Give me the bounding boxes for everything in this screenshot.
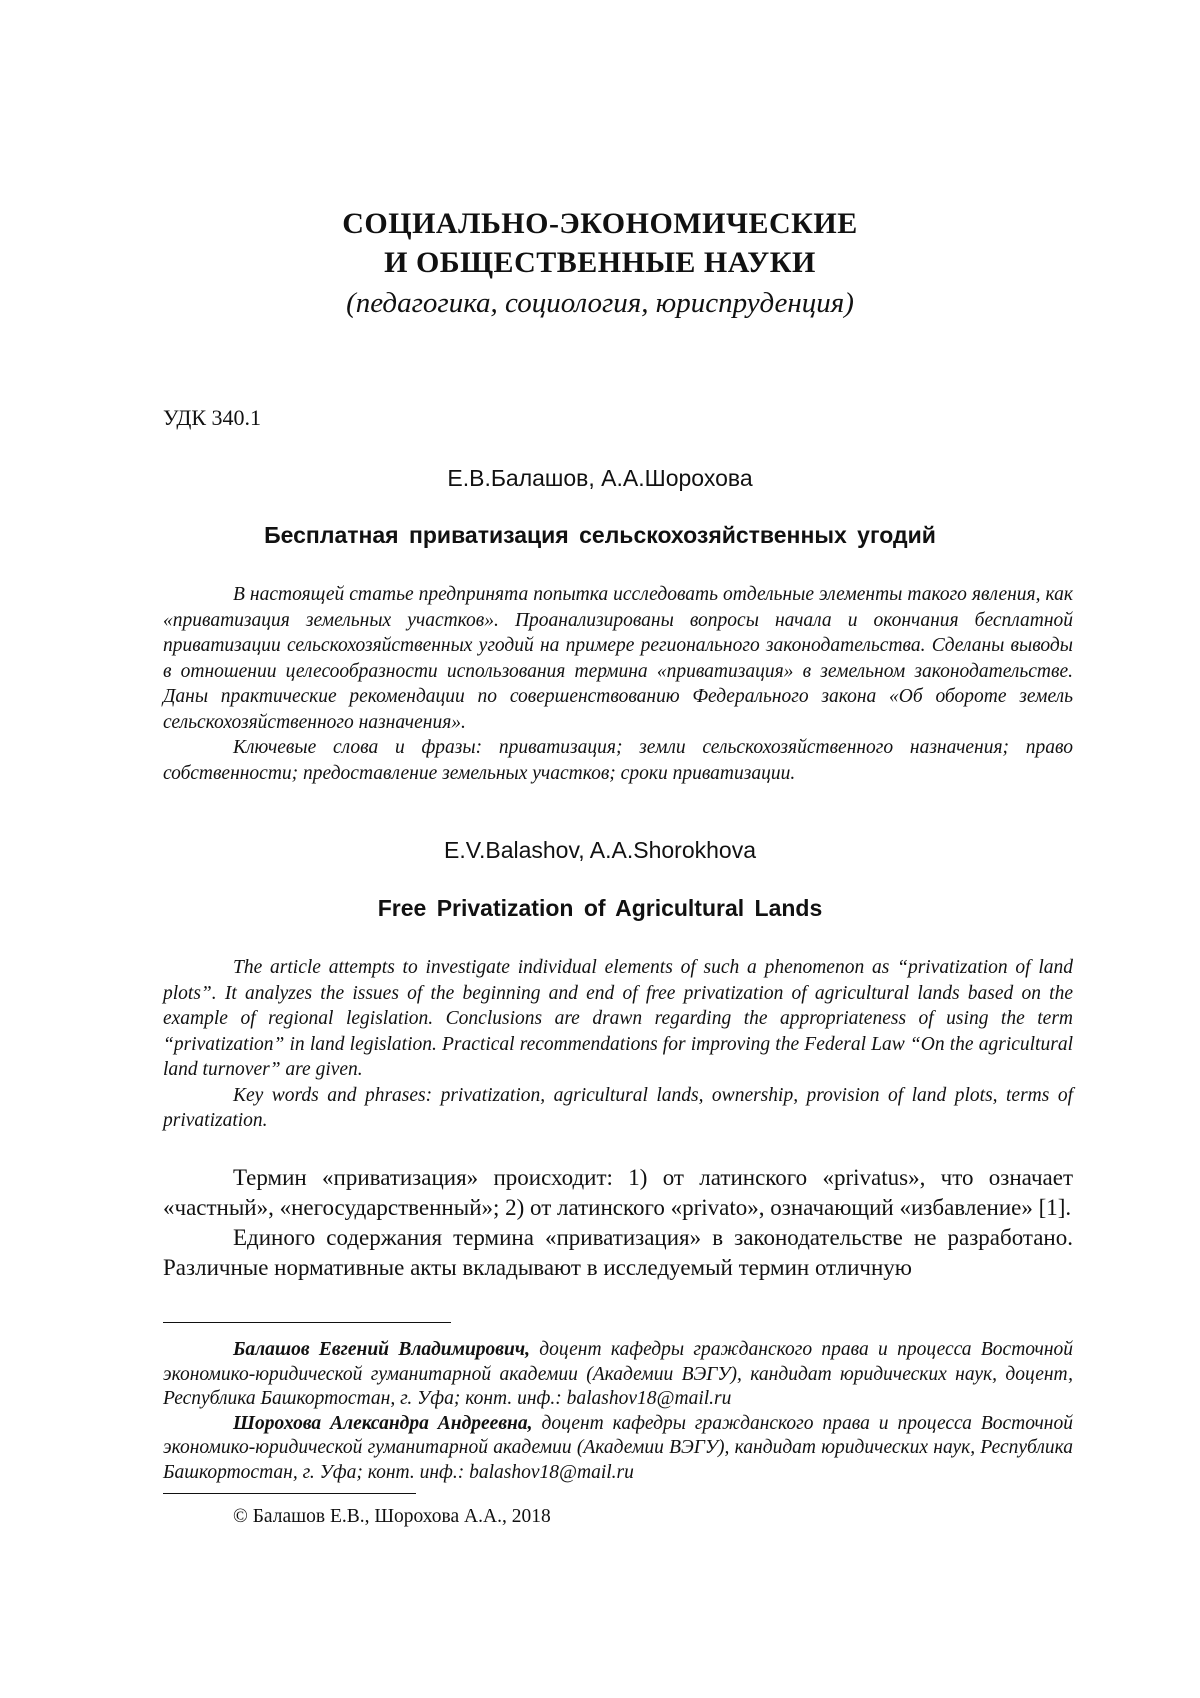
body-text xyxy=(163,1163,1073,1283)
ru-keywords: Ключевые слова и фразы: приватизация; земли сельскохозяйственного назначения; право собственности; предоставление земельных участков; сроки приватизации. xyxy=(163,737,1073,784)
footnote-author-1 xyxy=(163,1338,1073,1412)
ru-article-title: Бесплатная приватизация сельскохозяйственных угодий xyxy=(264,522,936,548)
en-authors: E.V.Balashov, A.A.Shorokhova xyxy=(444,837,756,863)
en-abstract xyxy=(163,955,1073,1134)
en-article-title: Free Privatization of Agricultural Lands xyxy=(377,895,823,921)
footnote-author-1-text: доцент кафедры гражданского права и процесса Восточной экономико-юридической гуманитарной академии (Академии ВЭГУ), кандидат юридических наук, доцент, Республика Башкортостан, г. Уфа; конт. инф.: balashov18@mail.ru xyxy=(163,1339,1073,1409)
section-heading-line1: СОЦИАЛЬНО-ЭКОНОМИЧЕСКИЕ xyxy=(342,207,858,240)
footnote-author-1-name: Балашов Евгений Владимирович, xyxy=(233,1339,530,1360)
footnote-author-2-text: доцент кафедры гражданского права и процесса Восточной экономико-юридической гуманитарной академии (Академии ВЭГУ), кандидат юридических наук, Республика Башкортостан, г. Уфа; конт. инф.: balashov18@mail.ru xyxy=(163,1412,1073,1483)
copyright-line: © Балашов Е.В., Шорохова А.А., 2018 xyxy=(233,1506,551,1527)
section-subtitle: (педагогика, социология, юриспруденция) xyxy=(346,287,854,319)
ru-abstract-text: В настоящей статье предпринята попытка исследовать отдельные элементы такого явления, как «приватизация земельных участков». Проанализированы вопросы начала и окончания бесплатной приватизации сельскохозяйственных угодий на примере регионального законодательства. Сделаны выводы в отношении целесообразности использования термина «приватизация» в земельном законодательстве. Даны практические рекомендации по совершенствованию Федерального закона «Об обороте земель сельскохозяйственного назначения». xyxy=(163,584,1073,733)
en-keywords: Key words and phrases: privatization, agricultural lands, ownership, provision of land plots, terms of privatization. xyxy=(163,1084,1073,1131)
author-footnotes xyxy=(163,1338,1073,1485)
en-abstract-text: The article attempts to investigate individual elements of such a phenomenon as “privatization of land plots”. It analyzes the issues of the beginning and end of free privatization of agricultural lands based on the example of regional legislation. Conclusions are drawn regarding the appropriateness of using the term “privatization” in land legislation. Practical recommendations for improving the Federal Law “On the agricultural land turnover” are given. xyxy=(163,957,1073,1080)
section-heading-line2: И ОБЩЕСТВЕННЫЕ НАУКИ xyxy=(384,246,816,279)
udk-code: УДК 340.1 xyxy=(163,405,262,430)
body-paragraph: Единого содержания термина «приватизация» в законодательстве не разработано. Различные нормативные акты вкладывают в исследуемый термин отличную xyxy=(163,1225,1073,1280)
footnote-author-2 xyxy=(163,1412,1073,1486)
ru-authors: Е.В.Балашов, А.А.Шорохова xyxy=(447,465,753,491)
footnote-author-2-name: Шорохова Александра Андреевна, xyxy=(233,1412,533,1434)
copyright-separator xyxy=(163,1493,416,1494)
ru-abstract xyxy=(163,582,1073,786)
body-paragraph: Термин «приватизация» происходит: 1) от латинского «privatus», что означает «частный», «негосударственный»; 2) от латинского «privato», означающий «избавление» [1]. xyxy=(163,1165,1073,1220)
footnote-separator xyxy=(163,1322,451,1323)
